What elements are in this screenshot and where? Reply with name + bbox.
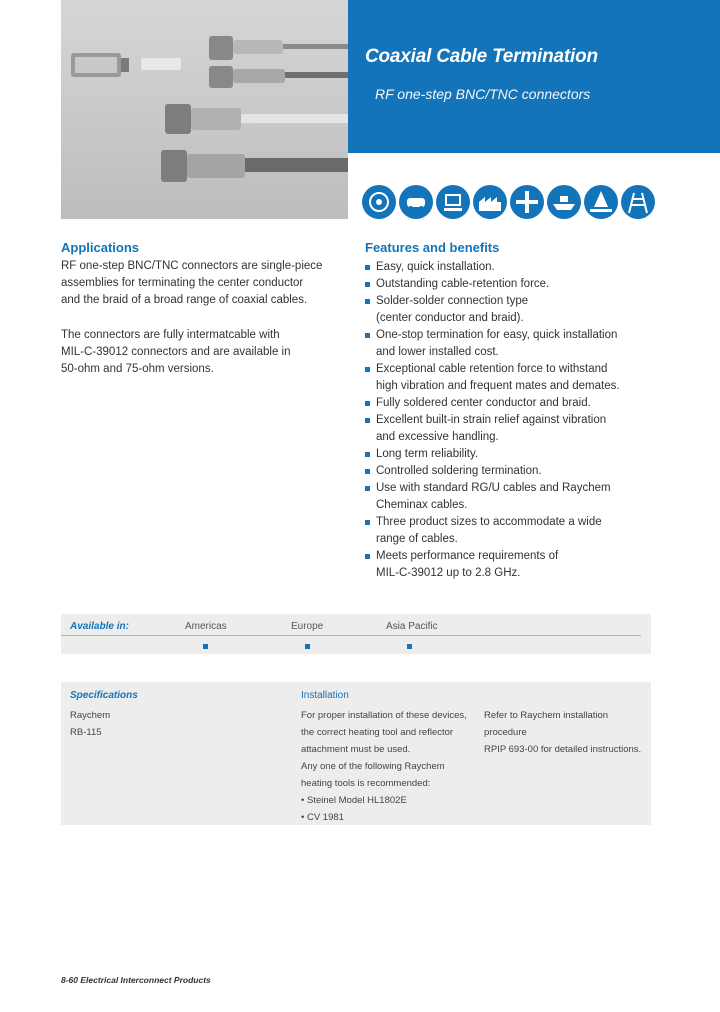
availability-divider: [61, 635, 641, 636]
availability-label: Available in:: [70, 621, 129, 632]
computer-icon: [436, 185, 470, 219]
defense-icon: [584, 185, 618, 219]
features-list: [365, 259, 665, 582]
list-item: Controlled soldering termination.: [365, 463, 665, 480]
marine-icon: [547, 185, 581, 219]
specifications-box: [61, 682, 651, 825]
product-photo: [61, 0, 348, 219]
installation-text: For proper installation of these devices, the correct heating tool and reflector attachment must be used. Any one of the following Raychem heating tools is recommended: • Steinel Model HL1802E • CV 1981: [301, 710, 467, 823]
list-item: One-stop termination for easy, quick installation and lower installed cost.: [365, 327, 665, 361]
list-item: Three product sizes to accommodate a wide range of cables.: [365, 514, 665, 548]
rail-icon: [621, 185, 655, 219]
page-footer: 8-60 Electrical Interconnect Products: [61, 975, 211, 985]
available-europe-marker: [305, 644, 310, 649]
page-subtitle: RF one-step BNC/TNC connectors: [375, 86, 591, 102]
installation-label: Installation: [301, 690, 349, 701]
list-item: Solder-solder connection type (center conductor and braid).: [365, 293, 665, 327]
aerospace-icon: [510, 185, 544, 219]
list-item: Long term reliability.: [365, 446, 665, 463]
installation-procedure-text: Refer to Raychem installation procedure RPIP 693-00 for detailed instructions.: [484, 710, 642, 755]
list-item: Easy, quick installation.: [365, 259, 665, 276]
list-item: Fully soldered center conductor and braid.: [365, 395, 665, 412]
list-item: Exceptional cable retention force to withstand high vibration and frequent mates and demates.: [365, 361, 665, 395]
telecom-icon: [362, 185, 396, 219]
available-americas-marker: [203, 644, 208, 649]
bnc-tnc-connectors-photo: [61, 0, 348, 219]
header-banner: [348, 0, 720, 153]
page-title: Coaxial Cable Termination: [365, 46, 598, 67]
list-item: Meets performance requirements of MIL-C-39012 up to 2.8 GHz.: [365, 548, 665, 582]
market-icons-row: [362, 185, 662, 225]
automotive-icon: [399, 185, 433, 219]
region-americas: Americas: [185, 621, 227, 632]
specifications-label: Specifications: [70, 690, 138, 701]
available-asia-pacific-marker: [407, 644, 412, 649]
list-item: Outstanding cable-retention force.: [365, 276, 665, 293]
list-item: Use with standard RG/U cables and Raychem Cheminax cables.: [365, 480, 665, 514]
applications-paragraph-1: RF one-step BNC/TNC connectors are single-piece assemblies for terminating the center conductor and the braid of a broad range of coaxial cables.: [61, 260, 323, 306]
list-item: Excellent built-in strain relief against vibration and excessive handling.: [365, 412, 665, 446]
industrial-icon: [473, 185, 507, 219]
region-europe: Europe: [291, 621, 324, 632]
availability-box: [61, 614, 651, 654]
applications-paragraph-2: The connectors are fully intermatcable with MIL-C-39012 connectors and are available in 50-ohm and 75-ohm versions.: [61, 329, 291, 375]
features-heading: Features and benefits: [365, 240, 500, 255]
spec-values: Raychem RB-115: [70, 710, 111, 738]
region-asia-pacific: Asia Pacific: [386, 621, 438, 632]
applications-heading: Applications: [61, 240, 140, 255]
